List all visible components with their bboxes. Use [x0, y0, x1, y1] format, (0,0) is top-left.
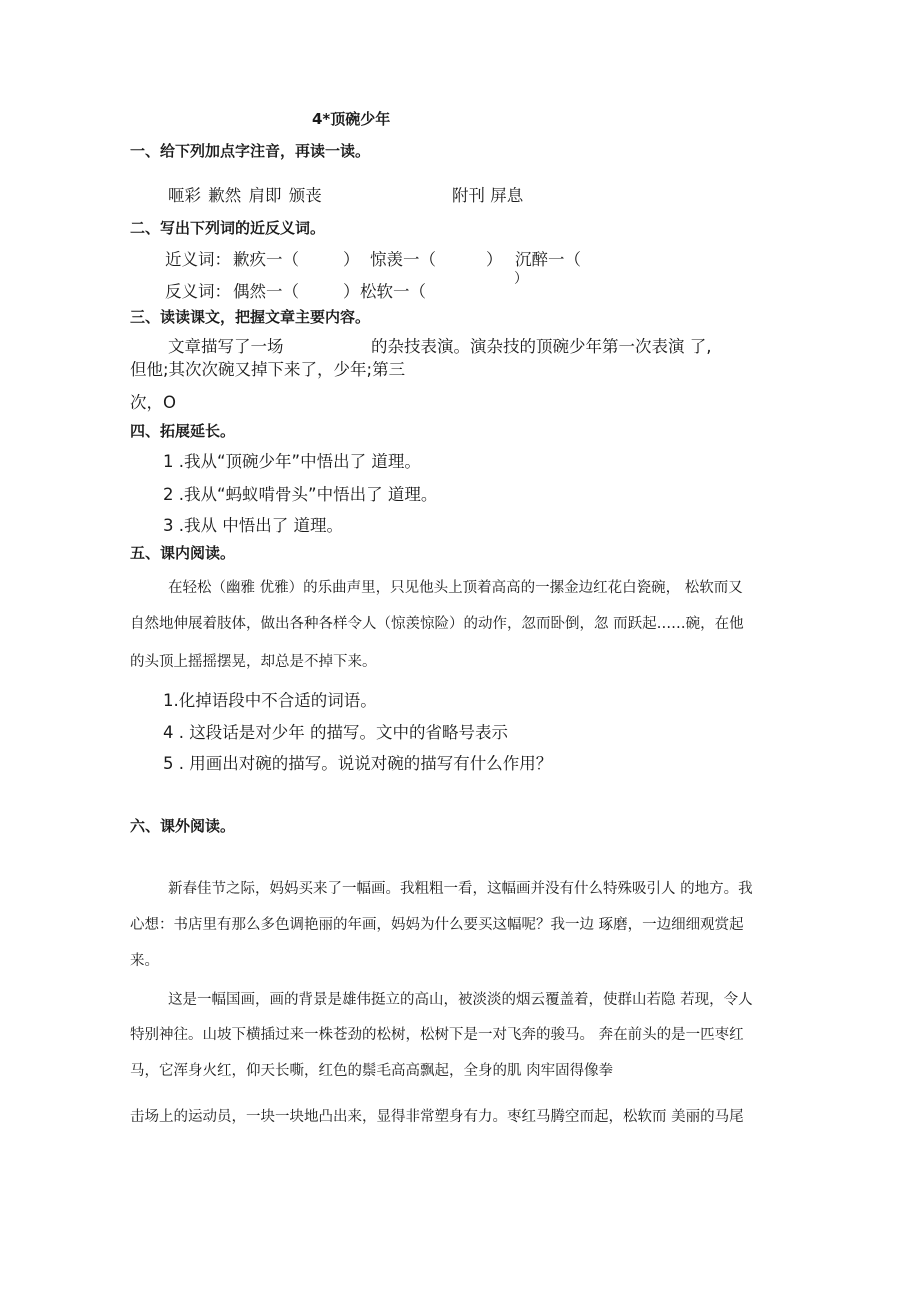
- reading-question: 5 . 用画出对碗的描写。说说对碗的描写有什么作用？: [163, 754, 553, 773]
- section-3-line-3: 次，O: [130, 393, 176, 412]
- extra-reading-line: 新春佳节之际，妈妈买来了一幅画。我粗粗一看，这幅画并没有什么特殊吸引人 的地方。我: [168, 881, 753, 897]
- reading-paragraph-line: 在轻松（幽雅 优雅）的乐曲声里，只见他头上顶着高高的一摞金边红花白瓷碗， 松软而又: [168, 580, 743, 596]
- antonym-label: 反义词：: [165, 282, 231, 301]
- extra-reading-line: 来。: [130, 953, 159, 969]
- antonym-item-1-close: ）: [343, 282, 360, 301]
- extra-reading-line: 这是一幅国画，画的背景是雄伟挺立的高山，被淡淡的烟云覆盖着，使群山若隐 若现，令人: [168, 992, 753, 1008]
- reading-paragraph-line: 的头顶上摇摇摆晃，却总是不掉下来。: [130, 654, 377, 670]
- extension-item: 1 .我从“顶碗少年”中悟出了 道理。: [163, 452, 421, 471]
- synonym-item-3-close: ）: [514, 271, 528, 287]
- reading-question: 1.化掉语段中不合适的词语。: [163, 691, 377, 710]
- extra-reading-line: 击场上的运动员，一块一块地凸出来，显得非常塑身有力。枣红马腾空而起，松软而 美丽的马尾: [130, 1109, 744, 1125]
- synonym-label: 近义词：: [165, 250, 231, 269]
- section-1-words-b: 附刊 屏息: [452, 186, 524, 205]
- extension-item: 3 .我从 中悟出了 道理。: [163, 516, 343, 535]
- extension-item: 2 .我从“蚂蚁啃骨头”中悟出了 道理。: [163, 485, 438, 504]
- synonym-item-3: 沉醉一（: [515, 250, 581, 269]
- section-3-line-1b: 的杂技表演。演杂技的顶碗少年第一次表演 了,: [371, 337, 712, 356]
- extra-reading-line: 马，它浑身火红，仰天长嘶，红色的鬃毛高高飘起，全身的肌 肉牢固得像拳: [130, 1063, 614, 1079]
- antonym-item-1: 偶然一（: [233, 282, 299, 301]
- synonym-item-1: 歉疚一（: [233, 250, 299, 269]
- section-4-heading: 四、拓展延长。: [130, 422, 236, 440]
- section-3-heading: 三、读读课文，把握文章主要内容。: [130, 308, 371, 326]
- extra-reading-line: 心想：书店里有那么多色调艳丽的年画，妈妈为什么要买这幅呢？我一边 琢磨，一边细细观赏起: [130, 917, 744, 933]
- page-title: 4*顶碗少年: [312, 110, 391, 128]
- synonym-item-2: 惊羡一（: [370, 250, 436, 269]
- reading-paragraph-line: 自然地伸展着肢体，做出各种各样令人（惊羡惊险）的动作，忽而卧倒，忽 而跃起……碗，在他: [130, 616, 744, 632]
- extra-reading-line: 特别神往。山坡下横插过来一株苍劲的松树，松树下是一对飞奔的骏马。 奔在前头的是一匹枣红: [130, 1027, 744, 1043]
- section-6-heading: 六、课外阅读。: [130, 817, 236, 835]
- section-3-line-1a: 文章描写了一场: [168, 337, 284, 356]
- section-3-line-2: 但他;其次次碗又掉下来了，少年;第三: [130, 360, 406, 379]
- section-5-heading: 五、课内阅读。: [130, 544, 236, 562]
- section-1-heading: 一、给下列加点字注音，再读一读。: [130, 142, 371, 160]
- antonym-item-2: 松软一（: [360, 282, 426, 301]
- section-2-heading: 二、写出下列词的近反义词。: [130, 219, 326, 237]
- section-1-words-a: 咂彩 歉然 肩即 颁丧: [168, 186, 322, 205]
- synonym-item-1-close: ）: [343, 250, 360, 269]
- synonym-item-2-close: ）: [486, 250, 503, 269]
- reading-question: 4 . 这段话是对少年 的描写。文中的省略号表示: [163, 723, 508, 742]
